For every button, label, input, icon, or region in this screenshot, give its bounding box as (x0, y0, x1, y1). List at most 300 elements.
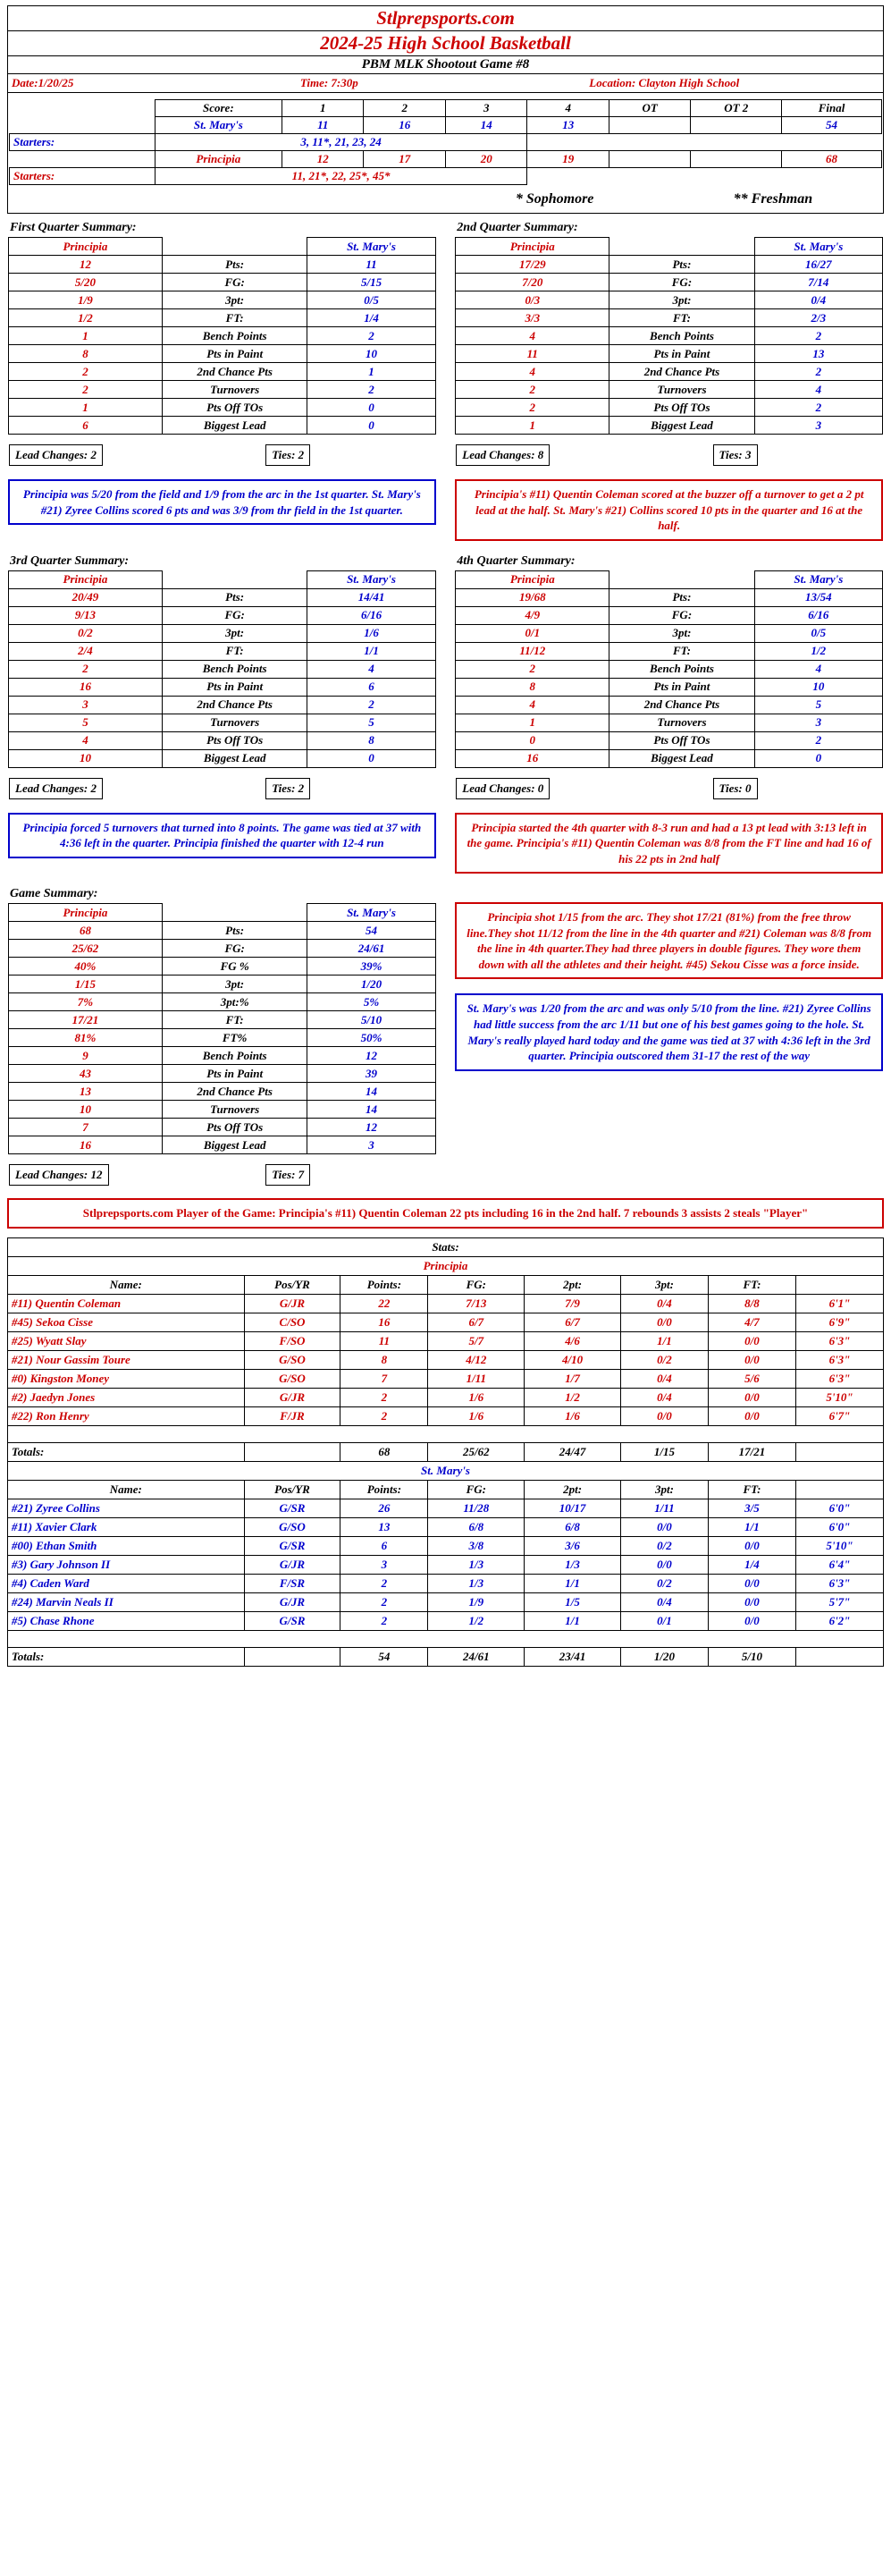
q3-bench-principia: 2 (9, 660, 163, 678)
player-name: #45) Sekoa Cisse (8, 1313, 245, 1332)
player-pts: 26 (340, 1499, 428, 1518)
player-name: #3) Gary Johnson II (8, 1556, 245, 1575)
q4-row-label: Turnovers (609, 714, 754, 731)
starters-row-principia (10, 168, 882, 185)
q4-lead-changes: Lead Changes: 0 (456, 778, 550, 799)
q2-ft-principia: 3/3 (456, 309, 609, 327)
player-pts: 2 (340, 1593, 428, 1612)
q3-pts-principia: 20/49 (9, 588, 163, 606)
q4-row-label: Pts: (609, 588, 754, 606)
player-pos: G/JR (244, 1593, 340, 1612)
q4-3pt-stmarys: 0/5 (754, 624, 882, 642)
stmarys-q4: 13 (527, 117, 609, 134)
gs-pts-stmarys: 54 (307, 922, 435, 940)
player-fg: 1/3 (428, 1556, 525, 1575)
gs-row-label: Pts in Paint (162, 1065, 307, 1083)
col-fg: FG: (428, 1276, 525, 1295)
player-3pt: 0/4 (620, 1593, 708, 1612)
player-2pt: 4/10 (525, 1351, 621, 1370)
player-fg: 5/7 (428, 1332, 525, 1351)
q3-biggestlead-principia: 10 (9, 749, 163, 767)
player-2pt: 6/7 (525, 1313, 621, 1332)
q4-bench-stmarys: 4 (754, 660, 882, 678)
q3-row-label: 3pt: (162, 624, 307, 642)
ot2-header: OT 2 (691, 100, 782, 117)
q2-biggestlead-stmarys: 3 (754, 417, 882, 435)
player-pos: G/SR (244, 1537, 340, 1556)
totals-3pt: 1/15 (620, 1443, 708, 1462)
principia-q1: 12 (282, 151, 364, 168)
gs-ties: Ties: 7 (265, 1164, 310, 1186)
player-ft: 1/1 (708, 1518, 795, 1537)
gs-bench-principia: 9 (9, 1047, 163, 1065)
q3-paint-stmarys: 6 (307, 678, 435, 696)
gs-row-label: Pts: (162, 922, 307, 940)
q1-ft-stmarys: 1/4 (307, 309, 435, 327)
totals-row-principia (8, 1443, 884, 1462)
player-pts: 8 (340, 1351, 428, 1370)
table-row (8, 1407, 884, 1426)
gs-biggestlead-principia: 16 (9, 1136, 163, 1154)
player-ft: 3/5 (708, 1499, 795, 1518)
gs-ptsoffto-stmarys: 12 (307, 1119, 435, 1136)
player-height: 5'10" (795, 1537, 883, 1556)
gs-row-label: Biggest Lead (162, 1136, 307, 1154)
q2-row-label: Turnovers (609, 381, 754, 399)
ot-header: OT (609, 100, 690, 117)
player-ft: 5/6 (708, 1370, 795, 1389)
col-ft: FT: (708, 1481, 795, 1499)
stats-team-principia: Principia (8, 1257, 884, 1276)
player-pos: G/JR (244, 1389, 340, 1407)
q3-fg-principia: 9/13 (9, 606, 163, 624)
q4-ptsoffto-principia: 0 (456, 731, 609, 749)
q2-3pt-principia: 0/3 (456, 291, 609, 309)
player-2pt: 1/1 (525, 1575, 621, 1593)
player-ft: 0/0 (708, 1537, 795, 1556)
principia-q4: 19 (527, 151, 609, 168)
q4-fg-principia: 4/9 (456, 606, 609, 624)
q4-row-label: Biggest Lead (609, 749, 754, 767)
player-3pt: 0/4 (620, 1370, 708, 1389)
player-pos: G/SO (244, 1518, 340, 1537)
player-pos: G/SR (244, 1612, 340, 1631)
gs-paint-stmarys: 39 (307, 1065, 435, 1083)
q3-3pt-stmarys: 1/6 (307, 624, 435, 642)
q4-row-label: FG: (609, 606, 754, 624)
gs-row-label: FT% (162, 1029, 307, 1047)
q4-row-label: Pts in Paint (609, 678, 754, 696)
player-3pt: 0/0 (620, 1518, 708, 1537)
game-time: Time: 7:30p (299, 76, 358, 89)
player-pts: 16 (340, 1313, 428, 1332)
stats-column-header-stmarys (8, 1481, 884, 1499)
site-title: Stlprepsports.com (376, 7, 515, 29)
q3-row-label: FT: (162, 642, 307, 660)
q1-row-label: Turnovers (162, 381, 307, 399)
stats-column-header-principia (8, 1276, 884, 1295)
q1-3pt-stmarys: 0/5 (307, 291, 435, 309)
totals-row-stmarys (8, 1648, 884, 1667)
q2-pts-principia: 17/29 (456, 256, 609, 274)
player-pos: F/SR (244, 1575, 340, 1593)
q2-row-label: Pts: (609, 256, 754, 274)
gs-2ndchance-stmarys: 14 (307, 1083, 435, 1101)
principia-starters: 11, 21*, 22, 25*, 45* (155, 168, 527, 185)
game-title: PBM MLK Shootout Game #8 (361, 57, 530, 72)
q2-fg-principia: 7/20 (456, 274, 609, 291)
totals-2pt: 23/41 (525, 1648, 621, 1667)
q4-ptsoffto-stmarys: 2 (754, 731, 882, 749)
q2-col-stmarys: St. Mary's (754, 238, 882, 256)
q2-2ndchance-stmarys: 2 (754, 363, 882, 381)
player-height: 6'3" (795, 1575, 883, 1593)
table-row (8, 1593, 884, 1612)
totals-label: Totals: (8, 1443, 245, 1462)
col-height (795, 1276, 883, 1295)
stats-team-stmarys: St. Mary's (8, 1462, 884, 1481)
q2-bench-principia: 4 (456, 327, 609, 345)
player-2pt: 10/17 (525, 1499, 621, 1518)
q3-lead-changes: Lead Changes: 2 (9, 778, 103, 799)
q2-to-principia: 2 (456, 381, 609, 399)
player-of-the-game: Stlprepsports.com Player of the Game: Principia's #11) Quentin Coleman 22 pts including 16 in the 2nd half. 7 rebounds 3 assists 2 steals "Player" (7, 1198, 884, 1229)
game-location: Location: Clayton High School (589, 76, 740, 89)
player-ft: 0/0 (708, 1351, 795, 1370)
q2-fg-stmarys: 7/14 (754, 274, 882, 291)
col-pos: Pos/YR (244, 1481, 340, 1499)
player-3pt: 0/4 (620, 1295, 708, 1313)
player-2pt: 1/3 (525, 1556, 621, 1575)
player-fg: 1/9 (428, 1593, 525, 1612)
game-summary-table (8, 903, 436, 1154)
col-fg: FG: (428, 1481, 525, 1499)
player-ft: 0/0 (708, 1575, 795, 1593)
q2-row-label: Bench Points (609, 327, 754, 345)
q1-row-label: 2nd Chance Pts (162, 363, 307, 381)
q1-fg-principia: 5/20 (9, 274, 163, 291)
totals-pts: 54 (340, 1648, 428, 1667)
totals-ft: 17/21 (708, 1443, 795, 1462)
player-height: 6'9" (795, 1313, 883, 1332)
q3-bench-stmarys: 4 (307, 660, 435, 678)
quarter-3-title: 3rd Quarter Summary: (10, 553, 130, 568)
q1-bench-stmarys: 2 (307, 327, 435, 345)
gs-fg-principia: 25/62 (9, 940, 163, 958)
stmarys-q2: 16 (364, 117, 445, 134)
q2-ptsoffto-principia: 2 (456, 399, 609, 417)
player-fg: 4/12 (428, 1351, 525, 1370)
q3-row-label: Pts: (162, 588, 307, 606)
gs-row-label: Turnovers (162, 1101, 307, 1119)
gs-ft-stmarys: 5/10 (307, 1011, 435, 1029)
q4-pts-stmarys: 13/54 (754, 588, 882, 606)
q1-2ndchance-principia: 2 (9, 363, 163, 381)
quarter-3-panel (7, 551, 437, 875)
q1-ptsoffto-principia: 1 (9, 399, 163, 417)
gs-lead-changes: Lead Changes: 12 (9, 1164, 109, 1186)
totals-3pt: 1/20 (620, 1648, 708, 1667)
q2-paint-principia: 11 (456, 345, 609, 363)
q1-ptsoffto-stmarys: 0 (307, 399, 435, 417)
q3-biggestlead-stmarys: 0 (307, 749, 435, 767)
table-row (8, 1351, 884, 1370)
q4-fg-stmarys: 6/16 (754, 606, 882, 624)
q4-col-principia: Principia (456, 570, 609, 588)
quarter-1-panel (7, 217, 437, 542)
score-header-row (10, 100, 882, 117)
table-row (8, 1295, 884, 1313)
col-points: Points: (340, 1276, 428, 1295)
col-pos: Pos/YR (244, 1276, 340, 1295)
gs-col-stmarys: St. Mary's (307, 904, 435, 922)
quarter-summaries-1-2 (7, 217, 884, 542)
col-2pt: 2pt: (525, 1276, 621, 1295)
gs-3pt-stmarys: 1/20 (307, 976, 435, 993)
q1-ties: Ties: 2 (265, 444, 310, 466)
totals-fg: 25/62 (428, 1443, 525, 1462)
q3-header: 3 (445, 100, 526, 117)
q1-to-stmarys: 2 (307, 381, 435, 399)
q1-col-stmarys: St. Mary's (307, 238, 435, 256)
player-ft: 0/0 (708, 1332, 795, 1351)
q1-row-label: Pts Off TOs (162, 399, 307, 417)
game-summary-panel (7, 883, 437, 1187)
q2-3pt-stmarys: 0/4 (754, 291, 882, 309)
q1-header: 1 (282, 100, 364, 117)
q2-pts-stmarys: 16/27 (754, 256, 882, 274)
player-2pt: 4/6 (525, 1332, 621, 1351)
col-3pt: 3pt: (620, 1276, 708, 1295)
q4-col-stmarys: St. Mary's (754, 570, 882, 588)
player-name: #24) Marvin Neals II (8, 1593, 245, 1612)
player-height: 6'3" (795, 1370, 883, 1389)
gs-note-principia: Principia shot 1/15 from the arc. They shot 17/21 (81%) from the free throw line.They shot 11/12 from the line in the 4th quarter and #21) Coleman was 8/8 from the line in 4th quarter.They had three players in double figures. They wore them down with all the athletes and their height. #45) Sekou Cisse was a force inside. (455, 902, 883, 979)
col-height (795, 1481, 883, 1499)
q1-biggestlead-stmarys: 0 (307, 417, 435, 435)
q3-col-principia: Principia (9, 570, 163, 588)
q2-row-label: Biggest Lead (609, 417, 754, 435)
player-pts: 3 (340, 1556, 428, 1575)
q3-pts-stmarys: 14/41 (307, 588, 435, 606)
q4-ft-stmarys: 1/2 (754, 642, 882, 660)
player-height: 6'7" (795, 1407, 883, 1426)
q2-bench-stmarys: 2 (754, 327, 882, 345)
player-height: 6'1" (795, 1295, 883, 1313)
gs-row-label: 2nd Chance Pts (162, 1083, 307, 1101)
player-pts: 7 (340, 1370, 428, 1389)
q1-col-principia: Principia (9, 238, 163, 256)
q4-biggestlead-principia: 16 (456, 749, 609, 767)
spacer-row (8, 1631, 884, 1648)
player-pts: 22 (340, 1295, 428, 1313)
player-fg: 1/2 (428, 1612, 525, 1631)
player-3pt: 0/2 (620, 1351, 708, 1370)
q4-2ndchance-principia: 4 (456, 696, 609, 714)
q3-row-label: Biggest Lead (162, 749, 307, 767)
q1-pts-stmarys: 11 (307, 256, 435, 274)
score-label: Score: (155, 100, 282, 117)
gs-row-label: Bench Points (162, 1047, 307, 1065)
player-fg: 11/28 (428, 1499, 525, 1518)
principia-starters-label: Starters: (10, 168, 156, 185)
q4-row-label: FT: (609, 642, 754, 660)
player-height: 6'4" (795, 1556, 883, 1575)
gs-bench-stmarys: 12 (307, 1047, 435, 1065)
gs-ftpct-stmarys: 50% (307, 1029, 435, 1047)
quarter-2-panel (454, 217, 884, 542)
quarter-2-title: 2nd Quarter Summary: (457, 221, 578, 234)
player-height: 6'2" (795, 1612, 883, 1631)
player-pos: G/JR (244, 1556, 340, 1575)
footnote-freshman: ** Freshman (733, 191, 813, 207)
player-name: #5) Chase Rhone (8, 1612, 245, 1631)
q2-row-label: FG: (609, 274, 754, 291)
season-title: 2024-25 High School Basketball (320, 32, 571, 54)
player-pts: 13 (340, 1518, 428, 1537)
q3-col-stmarys: St. Mary's (307, 570, 435, 588)
q1-row-label: Bench Points (162, 327, 307, 345)
principia-q2: 17 (364, 151, 445, 168)
totals-pts: 68 (340, 1443, 428, 1462)
gs-row-label: Pts Off TOs (162, 1119, 307, 1136)
q1-pts-principia: 12 (9, 256, 163, 274)
stmarys-starters-label: Starters: (10, 134, 156, 151)
gs-ptsoffto-principia: 7 (9, 1119, 163, 1136)
stmarys-q1: 11 (282, 117, 364, 134)
player-3pt: 0/1 (620, 1612, 708, 1631)
principia-ot2 (691, 151, 782, 168)
principia-q3: 20 (445, 151, 526, 168)
q3-2ndchance-stmarys: 2 (307, 696, 435, 714)
footnote-sophomore: * Sophomore (515, 191, 594, 207)
table-row (8, 1537, 884, 1556)
q2-note: Principia's #11) Quentin Coleman scored at the buzzer off a turnover to get a 2 pt lead at the half. St. Mary's #21) Collins scored 10 pts in the quarter and 16 at the half. (455, 479, 883, 541)
q1-row-label: FG: (162, 274, 307, 291)
game-summary-notes (454, 883, 884, 1187)
gs-row-label: FG: (162, 940, 307, 958)
q2-header: 2 (364, 100, 445, 117)
player-3pt: 0/2 (620, 1575, 708, 1593)
player-name: #4) Caden Ward (8, 1575, 245, 1593)
q2-row-label: Pts Off TOs (609, 399, 754, 417)
quarter-summaries-3-4 (7, 551, 884, 875)
q1-biggestlead-principia: 6 (9, 417, 163, 435)
player-ft: 1/4 (708, 1556, 795, 1575)
gs-biggestlead-stmarys: 3 (307, 1136, 435, 1154)
q3-to-principia: 5 (9, 714, 163, 731)
player-ft: 0/0 (708, 1407, 795, 1426)
gs-row-label: 3pt:% (162, 993, 307, 1011)
header-block (7, 5, 884, 31)
q4-to-principia: 1 (456, 714, 609, 731)
player-2pt: 1/7 (525, 1370, 621, 1389)
player-fg: 1/11 (428, 1370, 525, 1389)
q4-2ndchance-stmarys: 5 (754, 696, 882, 714)
stmarys-starters: 3, 11*, 21, 23, 24 (155, 134, 527, 151)
q1-paint-principia: 8 (9, 345, 163, 363)
score-box (7, 93, 884, 214)
player-height: 5'7" (795, 1593, 883, 1612)
table-row (8, 1389, 884, 1407)
q4-3pt-principia: 0/1 (456, 624, 609, 642)
table-row (8, 1370, 884, 1389)
q4-to-stmarys: 3 (754, 714, 882, 731)
player-ft: 0/0 (708, 1612, 795, 1631)
stats-heading: Stats: (8, 1238, 884, 1257)
q4-row-label: Pts Off TOs (609, 731, 754, 749)
q3-to-stmarys: 5 (307, 714, 435, 731)
q1-bench-principia: 1 (9, 327, 163, 345)
player-2pt: 7/9 (525, 1295, 621, 1313)
player-fg: 6/7 (428, 1313, 525, 1332)
q3-row-label: 2nd Chance Pts (162, 696, 307, 714)
q2-paint-stmarys: 13 (754, 345, 882, 363)
gs-ftpct-principia: 81% (9, 1029, 163, 1047)
player-pos: F/JR (244, 1407, 340, 1426)
player-height: 6'3" (795, 1351, 883, 1370)
q1-row-label: Pts: (162, 256, 307, 274)
q1-ft-principia: 1/2 (9, 309, 163, 327)
gs-fgpct-stmarys: 39% (307, 958, 435, 976)
q4-paint-principia: 8 (456, 678, 609, 696)
q2-lead-changes: Lead Changes: 8 (456, 444, 550, 466)
q1-row-label: FT: (162, 309, 307, 327)
gs-ft-principia: 17/21 (9, 1011, 163, 1029)
quarter-4-title: 4th Quarter Summary: (457, 553, 576, 568)
principia-ot (609, 151, 690, 168)
quarter-3-table (8, 570, 436, 768)
player-height: 6'3" (795, 1332, 883, 1351)
player-2pt: 6/8 (525, 1518, 621, 1537)
q3-note: Principia forced 5 turnovers that turned into 8 points. The game was tied at 37 with 4:36 left in the quarter. Principia finished the quarter with 12-4 run (8, 813, 436, 858)
score-row-stmarys (10, 117, 882, 134)
col-points: Points: (340, 1481, 428, 1499)
player-name: #11) Xavier Clark (8, 1518, 245, 1537)
gs-row-label: FG % (162, 958, 307, 976)
q2-ft-stmarys: 2/3 (754, 309, 882, 327)
gs-3ptpct-principia: 7% (9, 993, 163, 1011)
player-name: #21) Zyree Collins (8, 1499, 245, 1518)
gs-to-stmarys: 14 (307, 1101, 435, 1119)
gs-row-label: 3pt: (162, 976, 307, 993)
quarter-1-title: First Quarter Summary: (10, 221, 137, 234)
q1-paint-stmarys: 10 (307, 345, 435, 363)
q4-row-label: 3pt: (609, 624, 754, 642)
game-date: Date:1/20/25 (12, 76, 74, 89)
player-name: #2) Jaedyn Jones (8, 1389, 245, 1407)
player-name: #25) Wyatt Slay (8, 1332, 245, 1351)
q4-note: Principia started the 4th quarter with 8-3 run and had a 13 pt lead with 3:13 left in the game. Principia's #11) Quentin Coleman was 8/8 from the FT line and had 16 of his 22 pts in 2nd half (455, 813, 883, 874)
final-header: Final (782, 100, 882, 117)
col-name: Name: (8, 1276, 245, 1295)
table-row (8, 1332, 884, 1351)
q4-row-label: Bench Points (609, 660, 754, 678)
q4-ties: Ties: 0 (713, 778, 758, 799)
spacer-row (8, 1426, 884, 1443)
player-3pt: 0/2 (620, 1537, 708, 1556)
player-height: 6'0" (795, 1499, 883, 1518)
q4-paint-stmarys: 10 (754, 678, 882, 696)
player-pts: 2 (340, 1389, 428, 1407)
team-name-stmarys: St. Mary's (155, 117, 282, 134)
player-pos: G/SO (244, 1351, 340, 1370)
gs-row-label: FT: (162, 1011, 307, 1029)
q3-row-label: Bench Points (162, 660, 307, 678)
player-pts: 6 (340, 1537, 428, 1556)
totals-2pt: 24/47 (525, 1443, 621, 1462)
q3-ft-stmarys: 1/1 (307, 642, 435, 660)
